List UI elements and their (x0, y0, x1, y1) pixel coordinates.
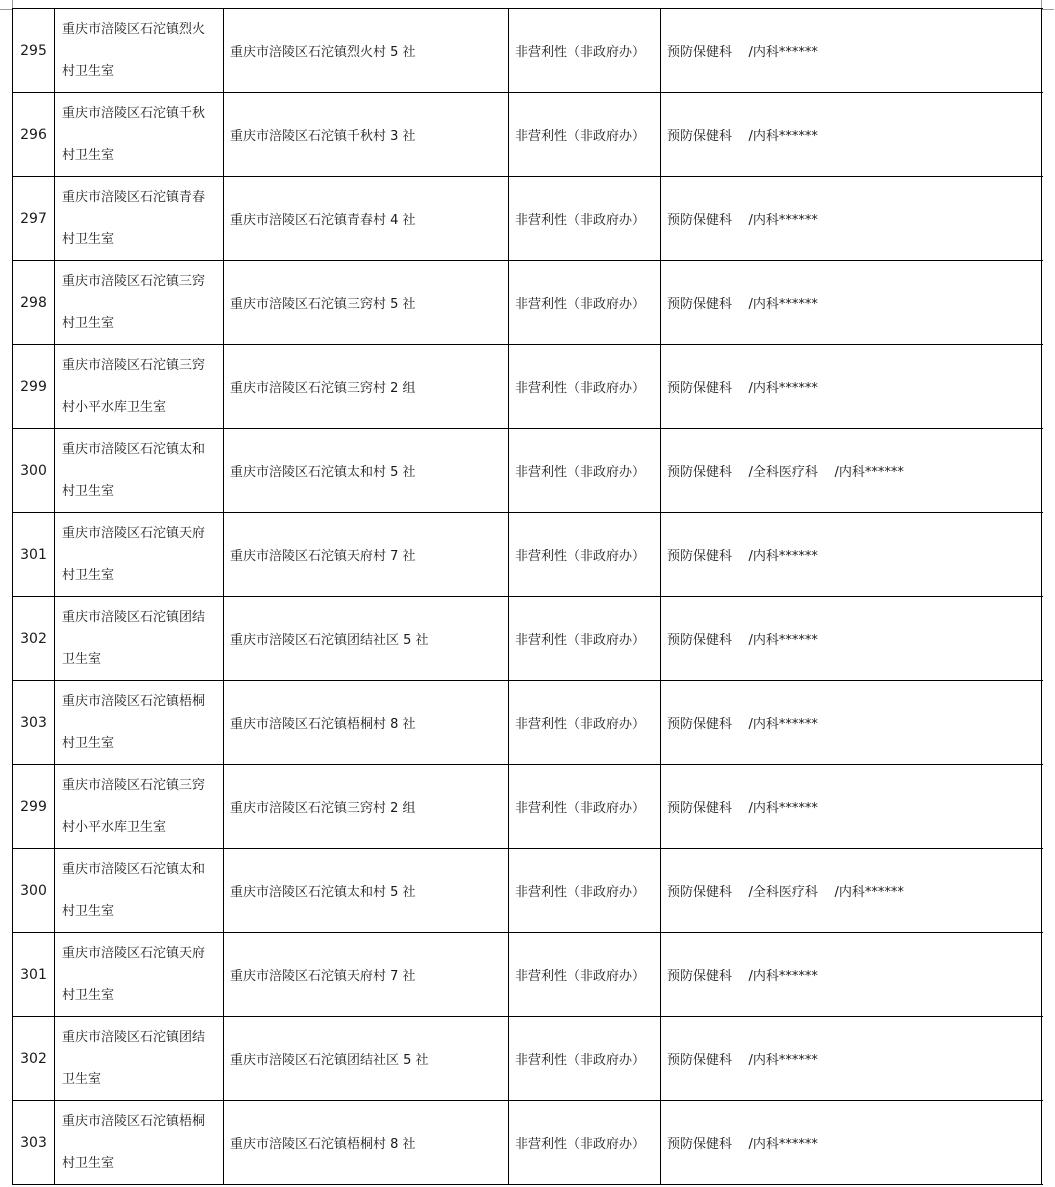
clinic-name-line1: 重庆市涪陵区石沱镇天府 (62, 526, 206, 541)
table-row (13, 513, 1043, 597)
clinic-name-line2: 村卫生室 (62, 484, 115, 499)
table-row (13, 765, 1043, 849)
clinic-address: 重庆市涪陵区石沱镇团结社区 5 社 (224, 597, 509, 680)
clinic-departments: 预防保健科 /内科****** (661, 681, 1042, 764)
clinic-name-line1: 重庆市涪陵区石沱镇三窍 (62, 274, 206, 289)
clinic-name-line2: 村小平水库卫生室 (62, 820, 167, 835)
clinic-name (55, 1017, 224, 1100)
clinic-name-line2: 村卫生室 (62, 988, 115, 1003)
clinic-name (55, 177, 224, 260)
clinic-type: 非营利性（非政府办） (509, 429, 661, 512)
clinic-name (55, 849, 224, 932)
row-number: 299 (13, 345, 55, 428)
clinic-name-line1: 重庆市涪陵区石沱镇三窍 (62, 358, 206, 373)
row-number: 300 (13, 849, 55, 932)
clinic-address: 重庆市涪陵区石沱镇团结社区 5 社 (224, 1017, 509, 1100)
clinic-type: 非营利性（非政府办） (509, 513, 661, 596)
row-number: 295 (13, 9, 55, 92)
clinic-departments: 预防保健科 /全科医疗科 /内科****** (661, 429, 1042, 512)
clinic-name (55, 681, 224, 764)
clinic-address: 重庆市涪陵区石沱镇千秋村 3 社 (224, 93, 509, 176)
clinic-name-line1: 重庆市涪陵区石沱镇天府 (62, 946, 206, 961)
table-row (13, 1101, 1043, 1185)
clinic-name (55, 765, 224, 848)
clinic-address: 重庆市涪陵区石沱镇三窍村 5 社 (224, 261, 509, 344)
clinic-name-line2: 卫生室 (62, 652, 102, 667)
clinic-departments: 预防保健科 /内科****** (661, 93, 1042, 176)
clinic-name-line2: 村卫生室 (62, 1156, 115, 1171)
row-number: 299 (13, 765, 55, 848)
clinic-name-line2: 卫生室 (62, 1072, 102, 1087)
table-row (13, 93, 1043, 177)
clinic-type: 非营利性（非政府办） (509, 93, 661, 176)
clinic-name-line1: 重庆市涪陵区石沱镇三窍 (62, 778, 206, 793)
clinic-departments: 预防保健科 /内科****** (661, 1017, 1042, 1100)
clinic-name-line2: 村卫生室 (62, 64, 115, 79)
row-number: 301 (13, 513, 55, 596)
row-number: 301 (13, 933, 55, 1016)
clinic-address: 重庆市涪陵区石沱镇三窍村 2 组 (224, 345, 509, 428)
clinic-name-line2: 村卫生室 (62, 904, 115, 919)
clinic-name (55, 261, 224, 344)
row-number: 303 (13, 681, 55, 764)
clinic-name-line1: 重庆市涪陵区石沱镇太和 (62, 442, 206, 457)
clinic-type: 非营利性（非政府办） (509, 9, 661, 92)
row-number: 302 (13, 597, 55, 680)
clinic-type: 非营利性（非政府办） (509, 261, 661, 344)
clinic-name-line1: 重庆市涪陵区石沱镇太和 (62, 862, 206, 877)
clinic-departments: 预防保健科 /内科****** (661, 765, 1042, 848)
clinic-name-line1: 重庆市涪陵区石沱镇烈火 (62, 22, 206, 37)
table-row (13, 849, 1043, 933)
clinic-name (55, 1101, 224, 1184)
clinic-departments: 预防保健科 /内科****** (661, 597, 1042, 680)
table-row (13, 1017, 1043, 1101)
clinic-name-line2: 村小平水库卫生室 (62, 400, 167, 415)
clinic-departments: 预防保健科 /内科****** (661, 1101, 1042, 1184)
clinic-address: 重庆市涪陵区石沱镇梧桐村 8 社 (224, 1101, 509, 1184)
clinic-type: 非营利性（非政府办） (509, 177, 661, 260)
clinic-departments: 预防保健科 /内科****** (661, 9, 1042, 92)
clinic-address: 重庆市涪陵区石沱镇太和村 5 社 (224, 849, 509, 932)
clinic-address: 重庆市涪陵区石沱镇梧桐村 8 社 (224, 681, 509, 764)
row-number: 297 (13, 177, 55, 260)
row-number: 303 (13, 1101, 55, 1184)
row-number: 298 (13, 261, 55, 344)
clinic-name-line2: 村卫生室 (62, 568, 115, 583)
clinic-type: 非营利性（非政府办） (509, 681, 661, 764)
clinic-table (12, 8, 1043, 1185)
clinic-type: 非营利性（非政府办） (509, 1017, 661, 1100)
clinic-type: 非营利性（非政府办） (509, 1101, 661, 1184)
clinic-name (55, 597, 224, 680)
table-row (13, 9, 1043, 93)
row-number: 296 (13, 93, 55, 176)
clinic-type: 非营利性（非政府办） (509, 765, 661, 848)
clinic-name-line1: 重庆市涪陵区石沱镇梧桐 (62, 1114, 206, 1129)
clinic-type: 非营利性（非政府办） (509, 849, 661, 932)
clinic-name (55, 513, 224, 596)
table-row (13, 681, 1043, 765)
clinic-name (55, 345, 224, 428)
row-number: 300 (13, 429, 55, 512)
clinic-name-line1: 重庆市涪陵区石沱镇梧桐 (62, 694, 206, 709)
clinic-name-line2: 村卫生室 (62, 736, 115, 751)
clinic-address: 重庆市涪陵区石沱镇太和村 5 社 (224, 429, 509, 512)
clinic-type: 非营利性（非政府办） (509, 933, 661, 1016)
clinic-address: 重庆市涪陵区石沱镇青春村 4 社 (224, 177, 509, 260)
clinic-address: 重庆市涪陵区石沱镇烈火村 5 社 (224, 9, 509, 92)
clinic-name-line2: 村卫生室 (62, 316, 115, 331)
clinic-name-line1: 重庆市涪陵区石沱镇青春 (62, 190, 206, 205)
clinic-address: 重庆市涪陵区石沱镇天府村 7 社 (224, 513, 509, 596)
clinic-address: 重庆市涪陵区石沱镇三窍村 2 组 (224, 765, 509, 848)
table-row (13, 177, 1043, 261)
clinic-type: 非营利性（非政府办） (509, 597, 661, 680)
clinic-departments: 预防保健科 /内科****** (661, 933, 1042, 1016)
clinic-name (55, 93, 224, 176)
clinic-name (55, 9, 224, 92)
clinic-name-line1: 重庆市涪陵区石沱镇团结 (62, 1030, 206, 1045)
clinic-departments: 预防保健科 /内科****** (661, 261, 1042, 344)
clinic-name (55, 429, 224, 512)
clinic-name (55, 933, 224, 1016)
table-row (13, 261, 1043, 345)
clinic-departments: 预防保健科 /内科****** (661, 177, 1042, 260)
table-row (13, 597, 1043, 681)
clinic-address: 重庆市涪陵区石沱镇天府村 7 社 (224, 933, 509, 1016)
table-row (13, 933, 1043, 1017)
clinic-departments: 预防保健科 /内科****** (661, 345, 1042, 428)
clinic-name-line1: 重庆市涪陵区石沱镇团结 (62, 610, 206, 625)
clinic-type: 非营利性（非政府办） (509, 345, 661, 428)
row-number: 302 (13, 1017, 55, 1100)
clinic-name-line2: 村卫生室 (62, 148, 115, 163)
clinic-name-line1: 重庆市涪陵区石沱镇千秋 (62, 106, 206, 121)
table-row (13, 429, 1043, 513)
clinic-name-line2: 村卫生室 (62, 232, 115, 247)
table-row (13, 345, 1043, 429)
clinic-departments: 预防保健科 /全科医疗科 /内科****** (661, 849, 1042, 932)
clinic-departments: 预防保健科 /内科****** (661, 513, 1042, 596)
